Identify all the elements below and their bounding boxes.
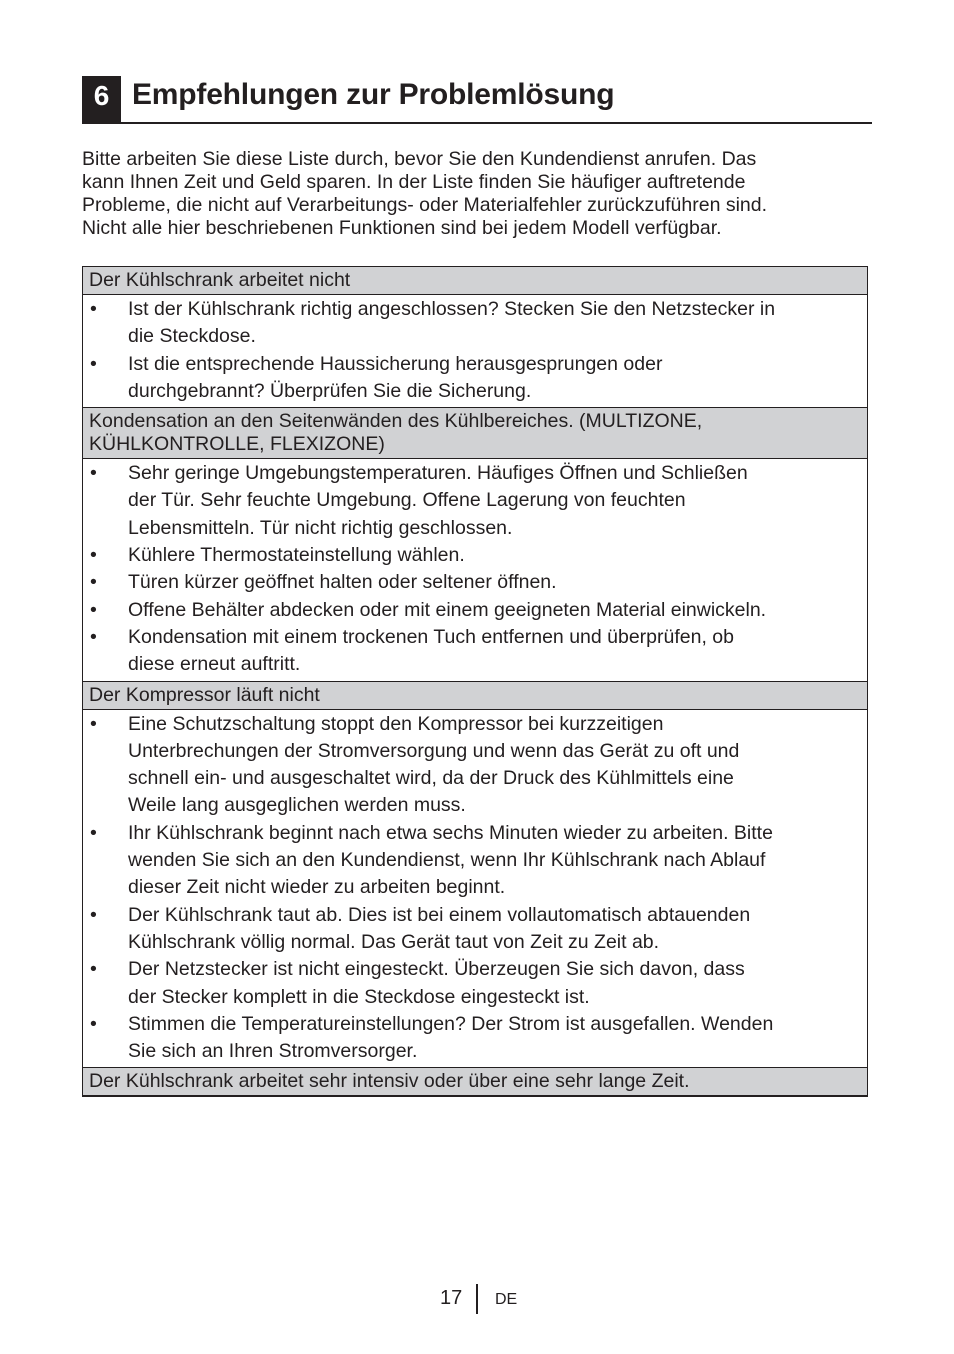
text-line: durchgebrannt? Überprüfen Sie die Sicherung.	[128, 379, 532, 402]
text-line: Kühlere Thermostateinstellung wählen.	[128, 544, 465, 567]
text-line: Nicht alle hier beschriebenen Funktionen sind bei jedem Modell verfügbar.	[82, 217, 722, 239]
footer-divider	[476, 1284, 478, 1314]
text-line: Kondensation an den Seitenwänden des Kühlbereiches. (MULTIZONE,	[89, 410, 703, 433]
text-line: Kondensation mit einem trockenen Tuch entfernen und überprüfen, ob	[128, 625, 734, 648]
bullet-icon: •	[90, 958, 97, 981]
text-line: Sie sich an Ihren Stromversorger.	[128, 1040, 418, 1063]
section-title: Empfehlungen zur Problemlösung	[132, 78, 615, 111]
solutions-cell	[83, 295, 867, 408]
solution-list	[83, 460, 867, 678]
text-line: KÜHLKONTROLLE, FLEXIZONE)	[89, 433, 385, 456]
text-line: schnell ein- und ausgeschaltet wird, da der Druck des Kühlmittels eine	[128, 767, 734, 790]
text-line: Der Kühlschrank arbeitet nicht	[89, 269, 351, 291]
page-footer	[0, 1284, 954, 1314]
text-line: Kühlschrank völlig normal. Das Gerät taut von Zeit zu Zeit ab.	[128, 930, 660, 953]
text-line: Weile lang ausgeglichen werden muss.	[128, 794, 466, 817]
solution-item	[83, 902, 867, 957]
text-line: Stimmen die Temperatureinstellungen? Der Strom ist ausgefallen. Wenden	[128, 1012, 774, 1035]
solution-item	[83, 597, 867, 624]
text-line: Sehr geringe Umgebungstemperaturen. Häufiges Öffnen und Schließen	[128, 462, 748, 485]
section-number-badge: 6	[82, 76, 121, 122]
problem-title	[83, 408, 867, 459]
problem-title	[83, 267, 867, 295]
bullet-icon: •	[90, 821, 97, 844]
solution-item	[83, 296, 867, 351]
solution-item	[83, 711, 867, 820]
solution-item	[83, 460, 867, 542]
text-line: die Steckdose.	[128, 325, 256, 348]
text-line: Lebensmitteln. Tür nicht richtig geschlossen.	[128, 516, 513, 539]
bullet-icon: •	[90, 598, 97, 621]
text-line: Ihr Kühlschrank beginnt nach etwa sechs Minuten wieder zu arbeiten. Bitte	[128, 821, 773, 844]
text-line: Probleme, die nicht auf Verarbeitungs- oder Materialfehler zurückzuführen sind.	[82, 194, 768, 216]
solution-item	[83, 820, 867, 902]
solution-list	[83, 296, 867, 405]
text-line: Unterbrechungen der Stromversorgung und wenn das Gerät zu oft und	[128, 739, 740, 762]
text-line: Türen kürzer geöffnet halten oder seltener öffnen.	[128, 571, 557, 594]
solutions-cell	[83, 459, 867, 681]
solutions-cell	[83, 710, 867, 1069]
text-line: Der Kühlschrank arbeitet sehr intensiv oder über eine sehr lange Zeit.	[89, 1070, 690, 1093]
text-line: Der Netzstecker ist nicht eingesteckt. Überzeugen Sie sich davon, dass	[128, 958, 745, 981]
bullet-icon: •	[90, 462, 97, 485]
text-line: Bitte arbeiten Sie diese Liste durch, bevor Sie den Kundendienst anrufen. Das	[82, 148, 757, 170]
solution-item	[83, 569, 867, 596]
language-code: DE	[495, 1291, 518, 1308]
text-line: Eine Schutzschaltung stoppt den Kompressor bei kurzzeitigen	[128, 712, 664, 735]
bullet-icon: •	[90, 571, 97, 594]
bullet-icon: •	[90, 625, 97, 648]
text-line: kann Ihnen Zeit und Geld sparen. In der Liste finden Sie häufiger auftretende	[82, 171, 746, 193]
text-line: Der Kompressor läuft nicht	[89, 683, 320, 706]
troubleshooting-table	[82, 266, 868, 1097]
solution-item	[83, 1011, 867, 1066]
bullet-icon: •	[90, 712, 97, 735]
problem-title	[83, 682, 867, 710]
text-line: Ist der Kühlschrank richtig angeschlossen? Stecken Sie den Netzstecker in	[128, 298, 776, 320]
solution-item	[83, 542, 867, 569]
text-line: Ist die entsprechende Haussicherung herausgesprungen oder	[128, 352, 663, 375]
bullet-icon: •	[90, 544, 97, 567]
text-line: der Tür. Sehr feuchte Umgebung. Offene Lagerung von feuchten	[128, 489, 686, 512]
text-line: Offene Behälter abdecken oder mit einem geeigneten Material einwickeln.	[128, 598, 767, 621]
section-heading	[82, 76, 872, 124]
bullet-icon: •	[90, 352, 97, 375]
text-line: Der Kühlschrank taut ab. Dies ist bei einem vollautomatisch abtauenden	[128, 903, 751, 926]
page-number: 17	[440, 1287, 463, 1309]
text-line: diese erneut auftritt.	[128, 653, 301, 676]
intro-paragraph	[82, 148, 872, 240]
bullet-icon: •	[90, 903, 97, 926]
text-line: dieser Zeit nicht wieder zu arbeiten beginnt.	[128, 876, 506, 899]
problem-title	[83, 1068, 867, 1096]
bullet-icon: •	[90, 298, 97, 320]
solution-item	[83, 956, 867, 1011]
bullet-icon: •	[90, 1012, 97, 1035]
solution-list	[83, 711, 867, 1066]
text-line: der Stecker komplett in die Steckdose eingesteckt ist.	[128, 985, 590, 1008]
solution-item	[83, 624, 867, 679]
text-line: wenden Sie sich an den Kundendienst, wenn Ihr Kühlschrank nach Ablauf	[128, 849, 766, 872]
solution-item	[83, 351, 867, 406]
